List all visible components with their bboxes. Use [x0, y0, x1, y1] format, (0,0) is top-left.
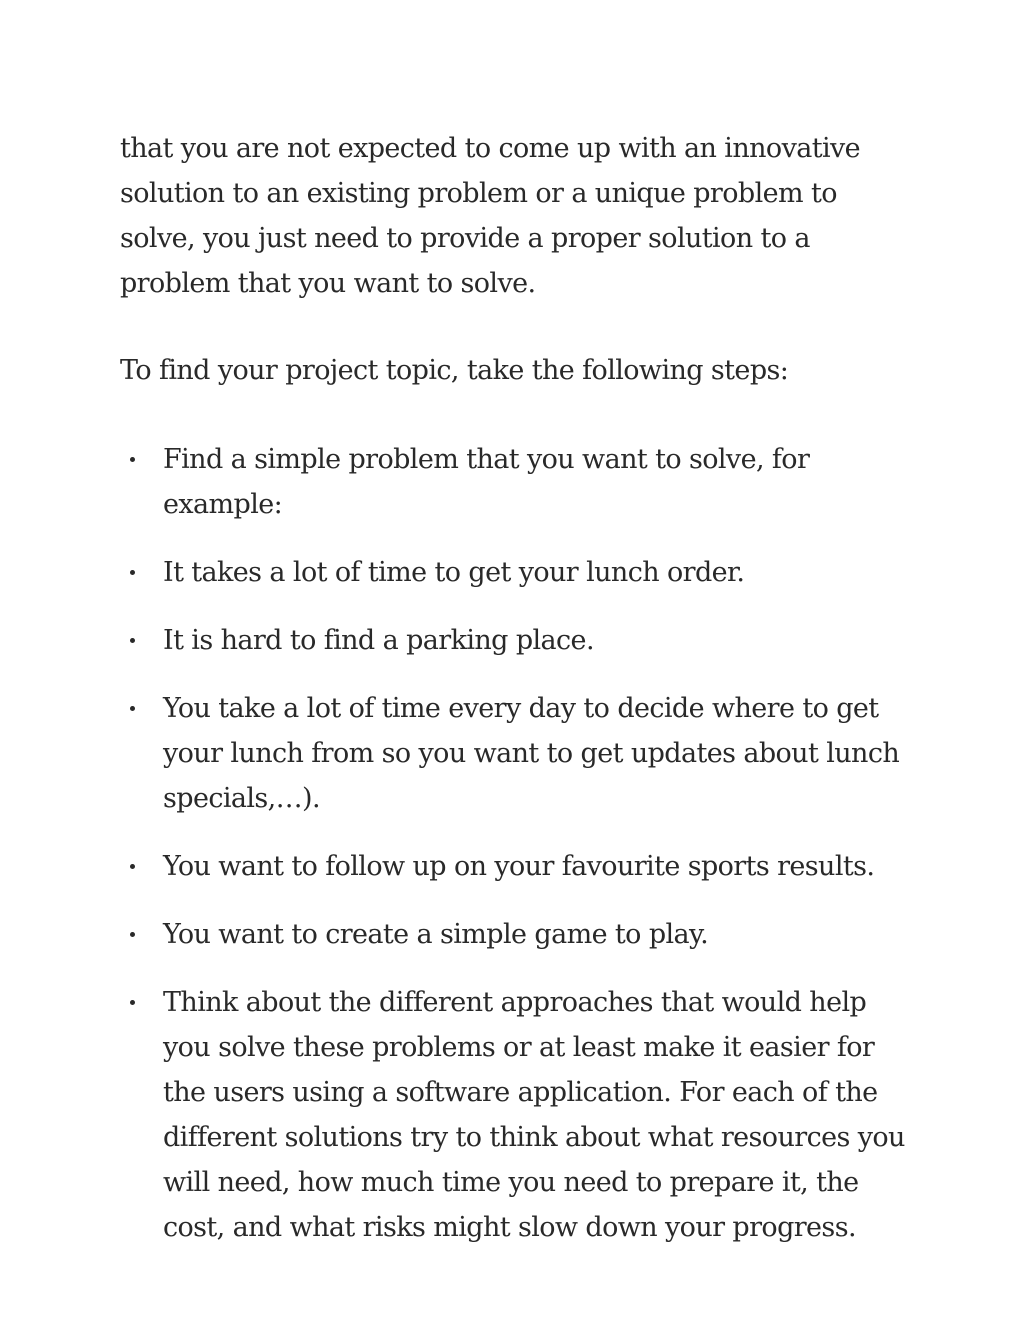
- bullet-dot-icon: [130, 638, 135, 643]
- bullet-dot-icon: [130, 1000, 135, 1005]
- list-item-text: You want to create a simple game to play.: [163, 919, 709, 950]
- list-item: [120, 980, 910, 1250]
- list-item-text: It is hard to find a parking place.: [163, 625, 594, 656]
- list-item-text: Find a simple problem that you want to solve, for example:: [163, 444, 810, 520]
- list-item: [120, 550, 910, 595]
- list-item: [120, 437, 910, 527]
- list-item: [120, 912, 910, 957]
- list-item: [120, 618, 910, 663]
- list-item-text: It takes a lot of time to get your lunch order.: [163, 557, 745, 588]
- document-page: [120, 126, 910, 1273]
- paragraph-steps-lead: To find your project topic, take the following steps:: [120, 355, 789, 386]
- bullet-dot-icon: [130, 457, 135, 462]
- list-item-text: You want to follow up on your favourite sports results.: [163, 851, 875, 882]
- bullet-dot-icon: [130, 932, 135, 937]
- bullet-dot-icon: [130, 706, 135, 711]
- paragraph-intro: that you are not expected to come up with an innovative solution to an existing problem or a unique problem to solve, you just need to provide a proper solution to a problem that you want to solve.: [120, 133, 861, 299]
- list-item: [120, 686, 910, 821]
- list-item: [120, 844, 910, 889]
- list-item-text: You take a lot of time every day to decide where to get your lunch from so you want to get updates about lunch specials,…).: [163, 693, 900, 814]
- bullet-dot-icon: [130, 864, 135, 869]
- list-item-text: Think about the different approaches that would help you solve these problems or at least make it easier for the users using a software application. For each of the different solutions try to think about what resources you will need, how much time you need to prepare it, the cost, and what risks might slow down your progress.: [163, 987, 905, 1243]
- steps-list: [120, 437, 910, 1250]
- bullet-dot-icon: [130, 570, 135, 575]
